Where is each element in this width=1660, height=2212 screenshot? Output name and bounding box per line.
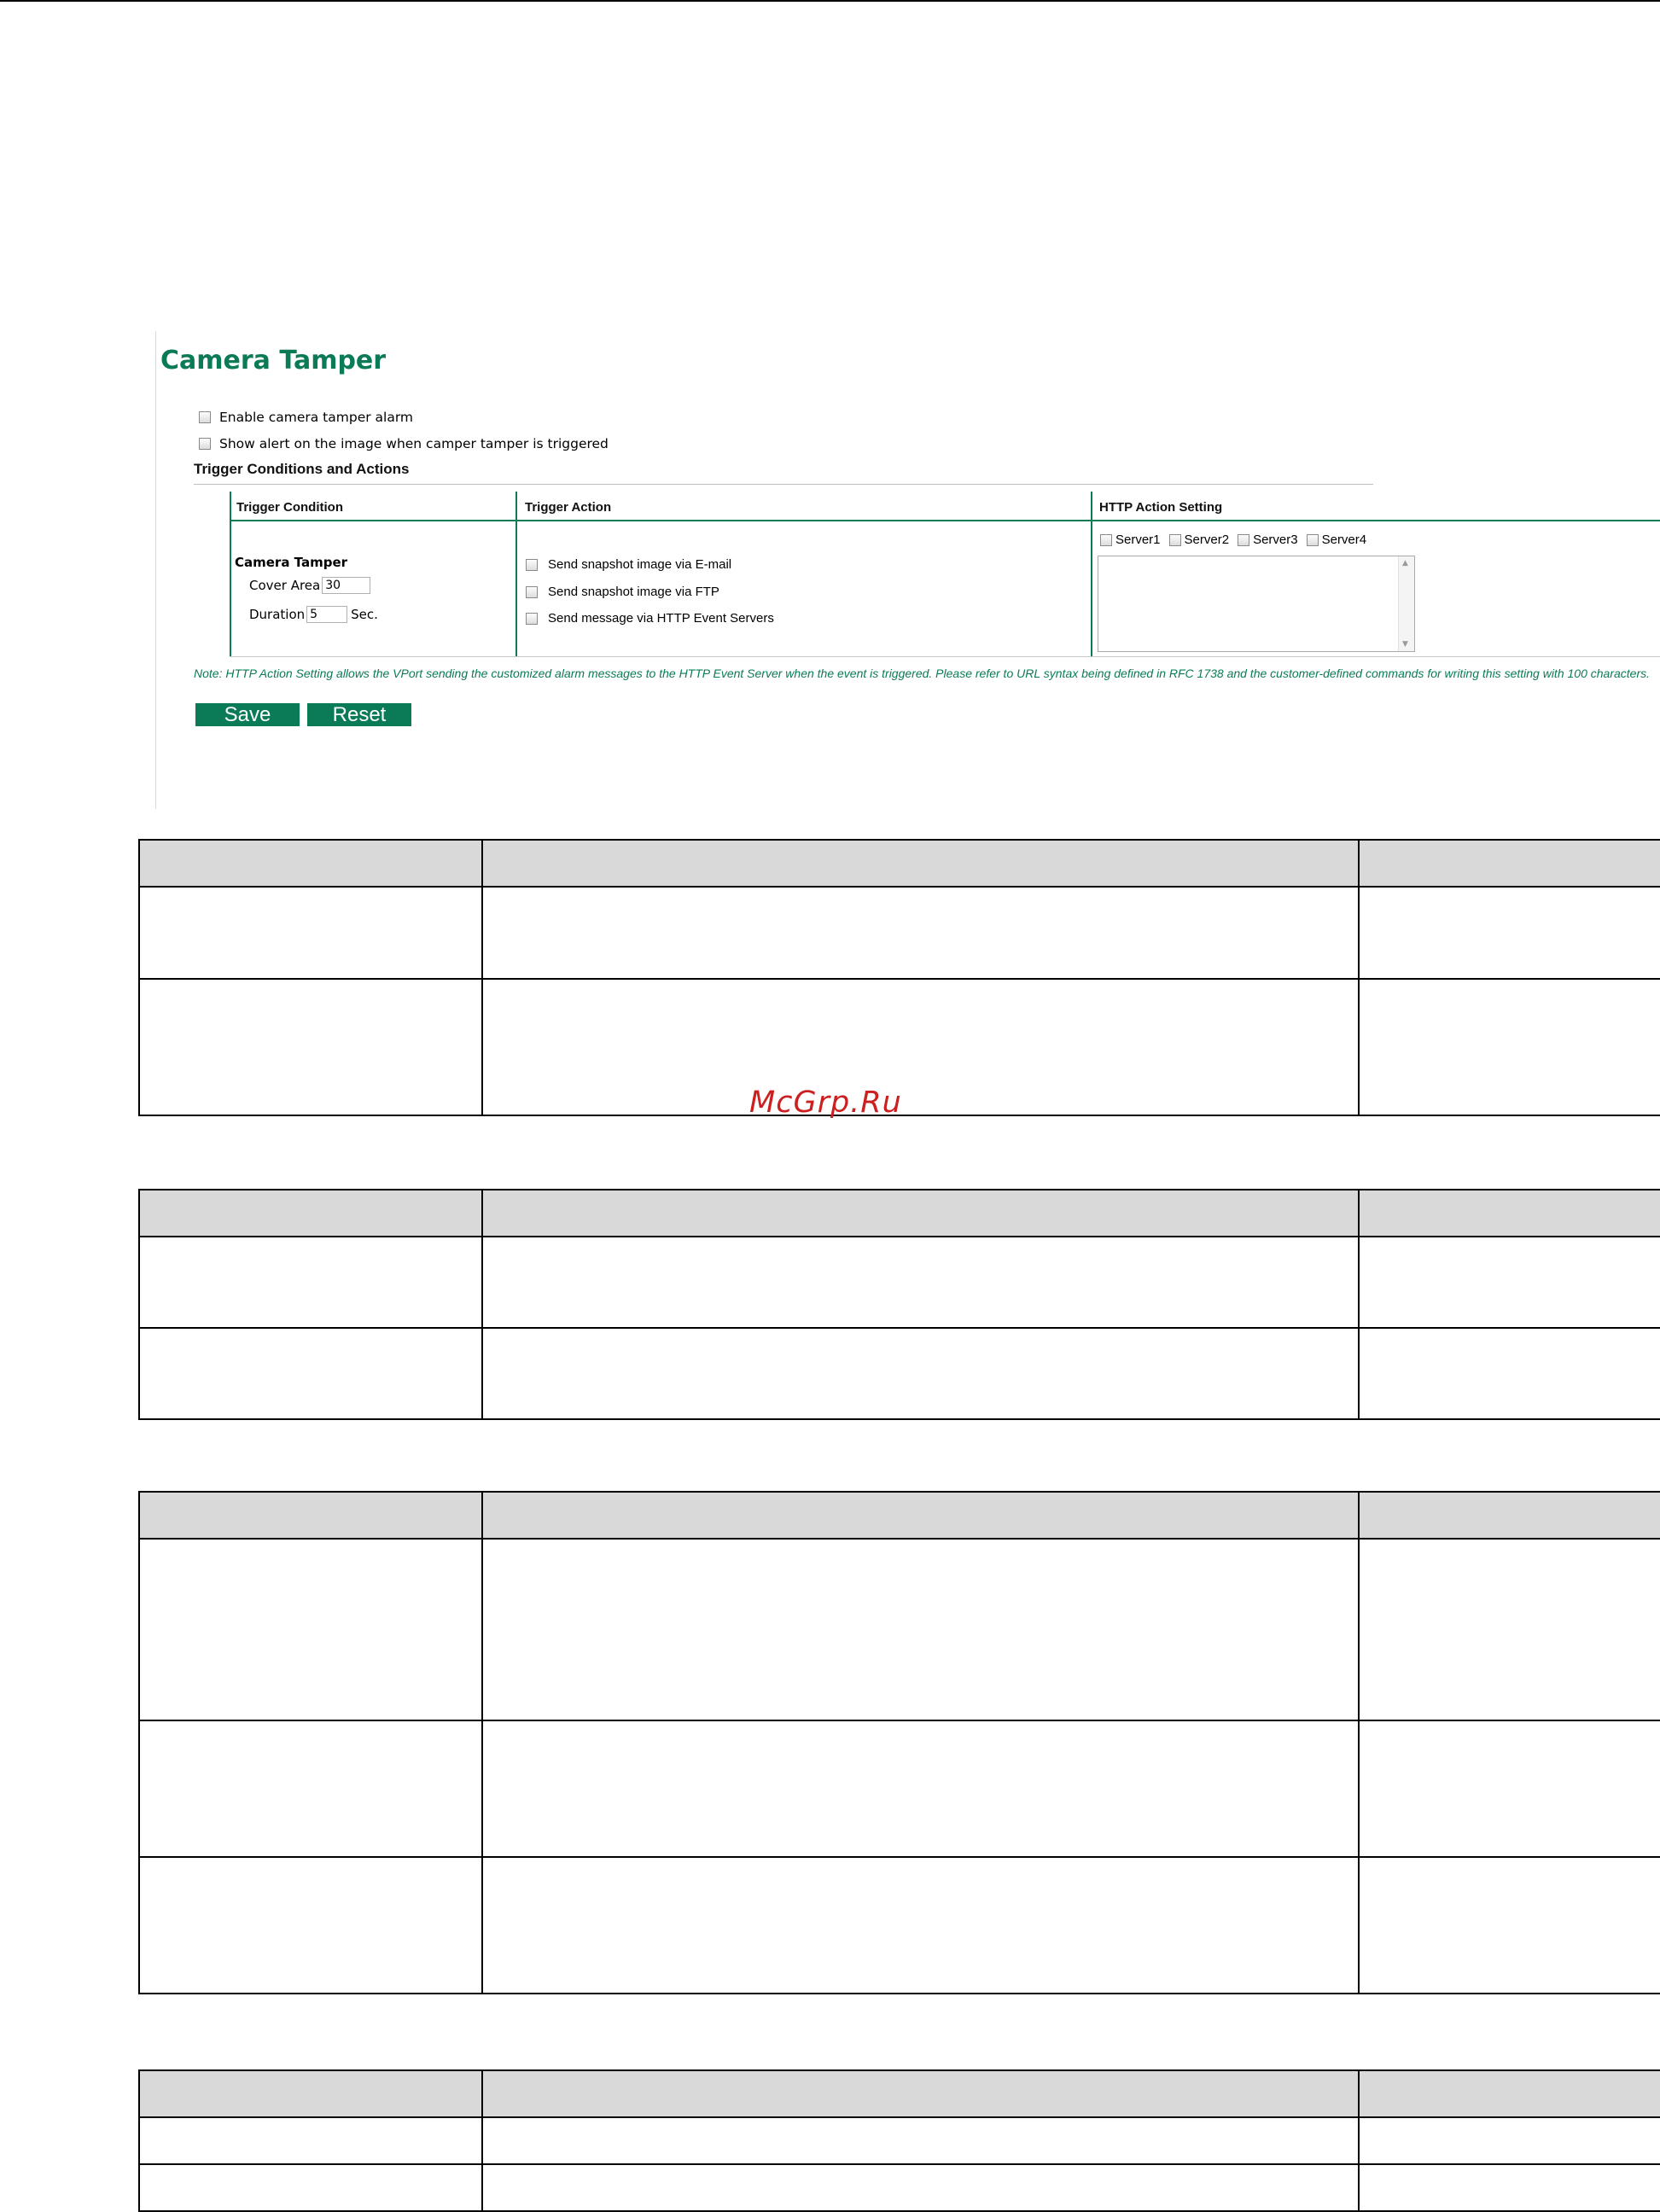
table-row bbox=[139, 1237, 1660, 1328]
section-heading: Trigger Conditions and Actions bbox=[194, 461, 410, 477]
watermark-text: McGrp.Ru bbox=[749, 1086, 902, 1120]
server2-checkbox[interactable] bbox=[1169, 534, 1181, 546]
table-row bbox=[139, 1720, 1660, 1857]
server4-checkbox[interactable] bbox=[1307, 534, 1319, 546]
duration-unit: Sec. bbox=[351, 607, 378, 622]
doc-table-3 bbox=[138, 1491, 1660, 1994]
section-divider bbox=[194, 484, 1373, 485]
server1-label: Server1 bbox=[1115, 533, 1161, 547]
doc-table-2 bbox=[138, 1189, 1660, 1420]
table-row bbox=[139, 887, 1660, 979]
table-bottom-line bbox=[230, 656, 1660, 657]
server2-label: Server2 bbox=[1184, 533, 1230, 547]
column-header-http: HTTP Action Setting bbox=[1099, 500, 1223, 515]
table-row bbox=[139, 1539, 1660, 1720]
reset-button[interactable]: Reset bbox=[307, 703, 411, 726]
enable-tamper-checkbox[interactable] bbox=[199, 411, 211, 423]
cover-area-label: Cover Area bbox=[249, 578, 321, 593]
action-email-row bbox=[526, 557, 731, 572]
column-divider bbox=[230, 492, 231, 656]
scroll-down-icon[interactable]: ▼ bbox=[1402, 640, 1408, 649]
textarea-scrollbar[interactable] bbox=[1398, 556, 1414, 651]
http-note: Note: HTTP Action Setting allows the VPort sending the customized alarm messages to the HTTP Event Server when the event is triggered. Please refer to URL syntax being defined in RFC 1738 and the customer-defined commands for writing this setting with 100 characters. bbox=[194, 667, 1650, 680]
table-row bbox=[139, 2164, 1660, 2211]
table-row bbox=[139, 2117, 1660, 2164]
column-header-action: Trigger Action bbox=[525, 500, 612, 515]
show-alert-label: Show alert on the image when camper tamper is triggered bbox=[219, 436, 609, 451]
action-ftp-row bbox=[526, 585, 719, 599]
http-message-checkbox[interactable] bbox=[526, 613, 538, 625]
column-header-condition: Trigger Condition bbox=[236, 500, 343, 515]
server3-checkbox[interactable] bbox=[1238, 534, 1249, 546]
ftp-snapshot-label: Send snapshot image via FTP bbox=[548, 585, 719, 599]
server-option bbox=[1169, 533, 1230, 547]
top-rule bbox=[0, 0, 1660, 2]
save-button[interactable]: Save bbox=[195, 703, 300, 726]
panel-title: Camera Tamper bbox=[160, 346, 387, 375]
scroll-up-icon[interactable]: ▲ bbox=[1402, 559, 1408, 568]
table-row bbox=[139, 1857, 1660, 1994]
column-divider bbox=[1091, 492, 1092, 656]
server1-checkbox[interactable] bbox=[1100, 534, 1112, 546]
action-http-row bbox=[526, 611, 774, 626]
table-header-row bbox=[139, 2070, 1660, 2117]
server-option bbox=[1100, 533, 1161, 547]
cover-area-input[interactable] bbox=[322, 577, 370, 594]
duration-label: Duration bbox=[249, 607, 306, 622]
header-underline bbox=[230, 520, 1660, 521]
http-message-label: Send message via HTTP Event Servers bbox=[548, 611, 774, 626]
column-divider bbox=[515, 492, 517, 656]
condition-title: Camera Tamper bbox=[235, 555, 348, 570]
show-alert-checkbox[interactable] bbox=[199, 438, 211, 450]
http-action-textarea[interactable] bbox=[1098, 556, 1415, 652]
table-header-row bbox=[139, 1190, 1660, 1237]
doc-table-1 bbox=[138, 839, 1660, 1116]
email-snapshot-checkbox[interactable] bbox=[526, 559, 538, 571]
server3-label: Server3 bbox=[1253, 533, 1298, 547]
enable-tamper-row bbox=[199, 410, 413, 425]
table-header-row bbox=[139, 1492, 1660, 1539]
panel-border bbox=[155, 331, 156, 809]
server-option bbox=[1238, 533, 1298, 547]
doc-table-4 bbox=[138, 2069, 1660, 2212]
enable-tamper-label: Enable camera tamper alarm bbox=[219, 410, 414, 425]
email-snapshot-label: Send snapshot image via E-mail bbox=[548, 557, 732, 572]
show-alert-row bbox=[199, 436, 609, 451]
server4-label: Server4 bbox=[1321, 533, 1367, 547]
cover-area-row bbox=[249, 577, 370, 594]
table-header-row bbox=[139, 840, 1660, 887]
server-option bbox=[1307, 533, 1367, 547]
duration-row bbox=[249, 606, 378, 623]
ftp-snapshot-checkbox[interactable] bbox=[526, 586, 538, 598]
table-row bbox=[139, 1328, 1660, 1419]
server-checkbox-row bbox=[1100, 533, 1375, 547]
duration-input[interactable] bbox=[306, 606, 347, 623]
